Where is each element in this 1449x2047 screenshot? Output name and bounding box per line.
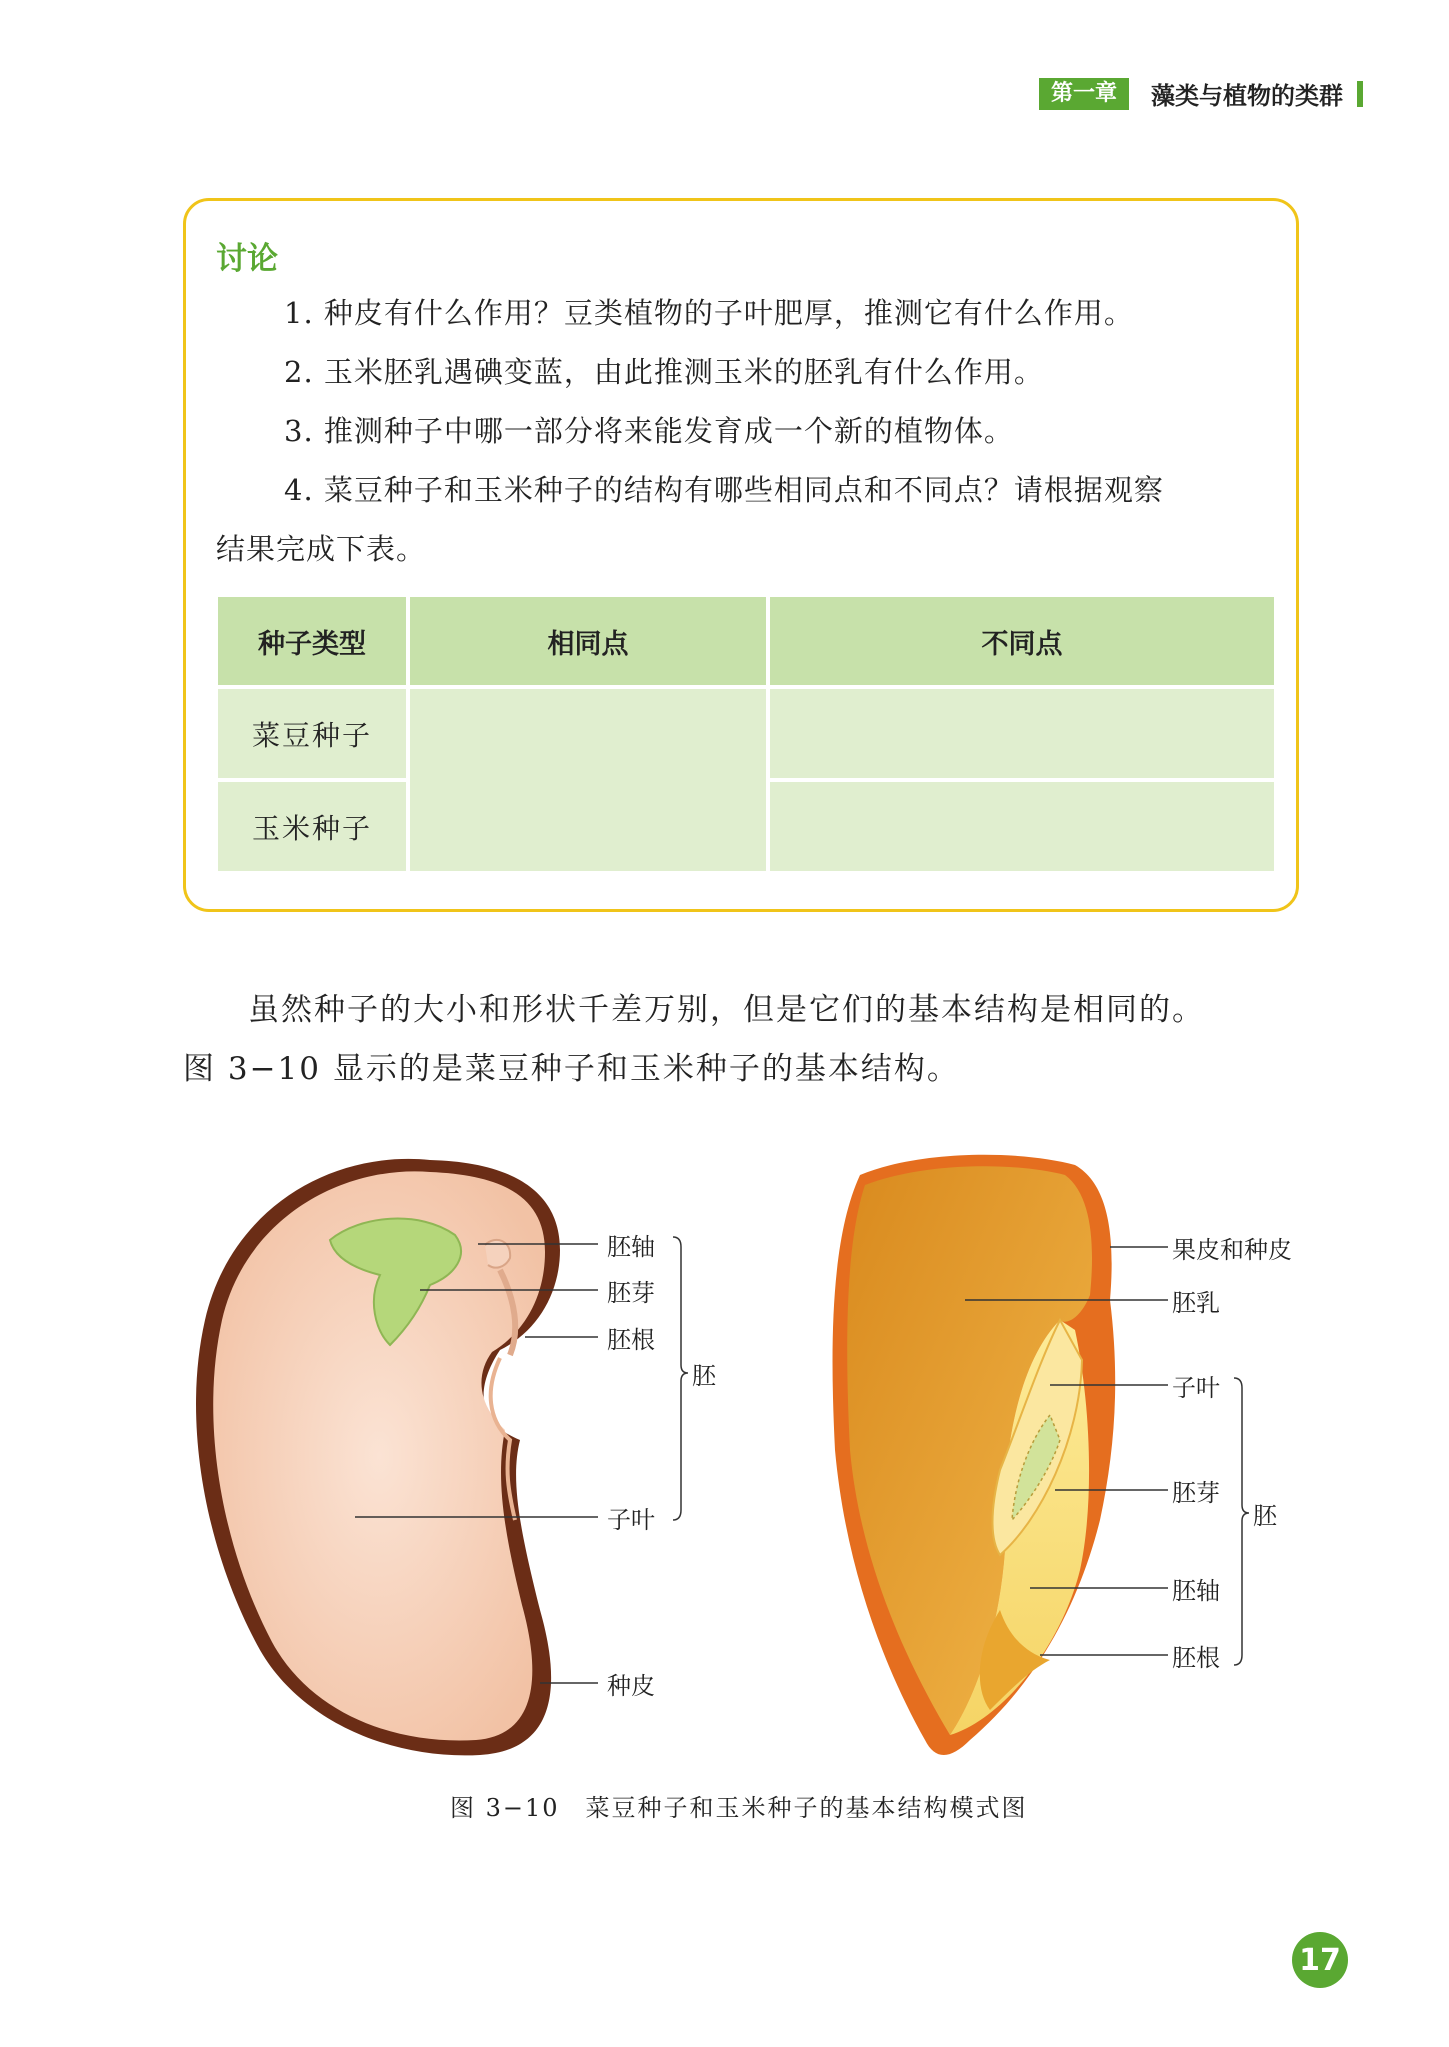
bean-seed-illustration [196,1159,560,1755]
table-header-seed-type: 种子类型 [218,597,406,685]
corn-seed-illustration [833,1155,1116,1755]
bean-label-seed-coat: 种皮 [607,1672,655,1700]
table-cell-bean-differences [770,689,1274,778]
corn-label-endosperm: 胚乳 [1172,1289,1220,1317]
comparison-table [218,597,1274,871]
page-number: 17 [1292,1932,1348,1988]
table-cell-similarities [410,689,766,871]
corn-label-embryo-axis: 胚轴 [1172,1577,1220,1605]
discussion-item-4: 4. 菜豆种子和玉米种子的结构有哪些相同点和不同点？请根据观察 [284,473,1164,507]
chapter-title: 藻类与植物的类群 [1151,82,1343,110]
chapter-header [1039,76,1363,111]
discussion-item-3: 3. 推测种子中哪一部分将来能发育成一个新的植物体。 [284,414,1014,448]
corn-label-plumule: 胚芽 [1172,1479,1220,1507]
table-row-label-corn: 玉米种子 [218,782,406,871]
discussion-item-2: 2. 玉米胚乳遇碘变蓝，由此推测玉米的胚乳有什么作用。 [284,355,1044,389]
figure-caption: 图 3−10 菜豆种子和玉米种子的基本结构模式图 [450,1794,1028,1822]
corn-label-pericarp-seed-coat: 果皮和种皮 [1172,1236,1292,1264]
discussion-box [183,198,1299,912]
corn-label-radicle: 胚根 [1172,1644,1220,1672]
bean-label-cotyledon: 子叶 [607,1506,655,1534]
bean-label-embryo-axis: 胚轴 [607,1233,655,1261]
discussion-item-4-continuation: 结果完成下表。 [216,532,427,566]
chapter-bar [1357,81,1363,107]
table-row-label-bean: 菜豆种子 [218,689,406,778]
body-text-line-1: 虽然种子的大小和形状千差万别，但是它们的基本结构是相同的。 [248,992,1205,1028]
bean-label-plumule: 胚芽 [607,1279,655,1307]
bean-label-radicle: 胚根 [607,1326,655,1354]
chapter-tag: 第一章 [1039,78,1129,110]
discussion-title: 讨论 [216,241,278,277]
discussion-item-1: 1. 种皮有什么作用？豆类植物的子叶肥厚，推测它有什么作用。 [284,296,1134,330]
table-header-differences: 不同点 [770,597,1274,685]
corn-label-cotyledon: 子叶 [1172,1374,1220,1402]
body-text-line-2: 图 3−10 显示的是菜豆种子和玉米种子的基本结构。 [183,1051,960,1087]
table-cell-corn-differences [770,782,1274,871]
corn-label-embryo: 胚 [1253,1502,1277,1530]
bean-label-embryo: 胚 [692,1362,716,1390]
table-header-similarities: 相同点 [410,597,766,685]
